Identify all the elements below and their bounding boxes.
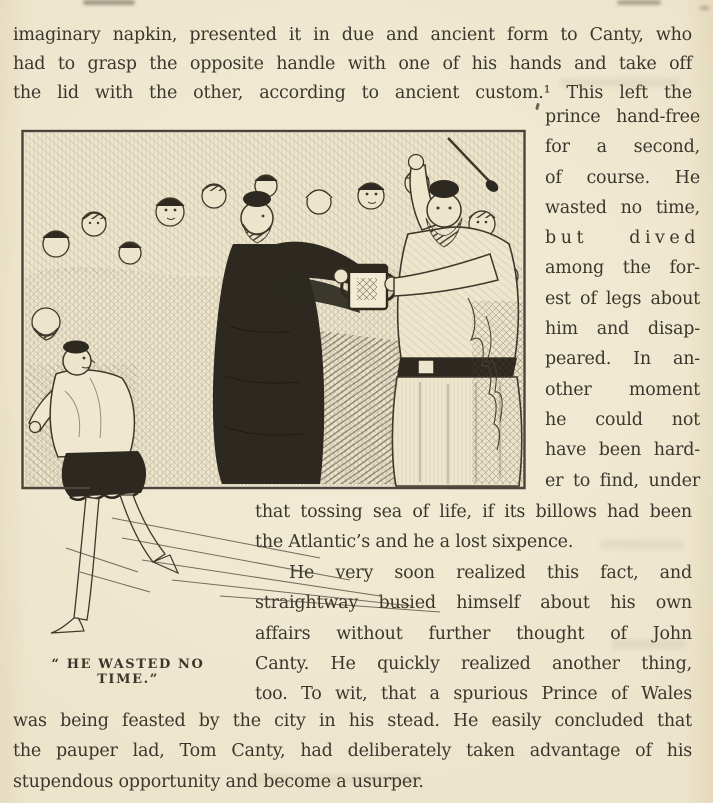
foliage-hatch — [468, 298, 524, 484]
text-line: him and disap- — [545, 319, 700, 340]
text-line: had to grasp the opposite handle with one of his hands and take off — [13, 53, 692, 74]
text-line: was being feasted by the city in his stead. He easily concluded that — [13, 711, 692, 731]
paragraph-mid-column — [255, 497, 692, 710]
text-line: but dived — [545, 228, 700, 249]
text-line: the Atlantic’s and he a lost sixpence. — [255, 532, 574, 553]
paragraph-right-column — [545, 102, 700, 496]
text-line: other moment — [545, 379, 700, 400]
paragraph-top — [13, 21, 692, 107]
text-line: for a second, — [545, 137, 700, 158]
page-edge-artifact — [617, 0, 661, 5]
text-line: the lid with the other, according to ancient custom.¹ This left the — [13, 82, 692, 103]
illustration-caption: “ HE WASTED NO TIME.” — [51, 657, 205, 687]
text-line: of course. He — [545, 167, 700, 188]
text-line: prince hand-free — [545, 107, 700, 127]
paragraph-bottom — [13, 706, 692, 797]
text-line: est of legs about — [545, 288, 700, 309]
text-line: that tossing sea of life, if its billows had been — [255, 502, 692, 522]
text-line: imaginary napkin, presented it in due and ancient form to Canty, who — [13, 25, 692, 45]
text-line: he could not — [545, 409, 700, 430]
page-edge-artifact — [700, 6, 709, 10]
text-line: er to find, under — [545, 470, 700, 491]
text-line: He very soon realized this fact, and — [289, 562, 692, 583]
page-edge-artifact — [83, 0, 135, 5]
text-line: Canty. He quickly realized another thing, — [255, 654, 692, 675]
text-line: the pauper lad, Tom Canty, had deliberately taken advantage of his — [13, 741, 692, 762]
text-line: too. To wit, that a spurious Prince of Wales — [255, 684, 692, 705]
text-line: stupendous opportunity and become a usurper. — [13, 771, 424, 792]
text-line: have been hard- — [545, 440, 700, 461]
text-line: affairs without further thought of John — [255, 623, 692, 644]
text-line: straightway busied himself about his own — [255, 593, 692, 614]
text-line: peared. In an- — [545, 349, 700, 370]
text-line: wasted no time, — [545, 197, 700, 218]
text-line: among the for- — [545, 258, 700, 279]
